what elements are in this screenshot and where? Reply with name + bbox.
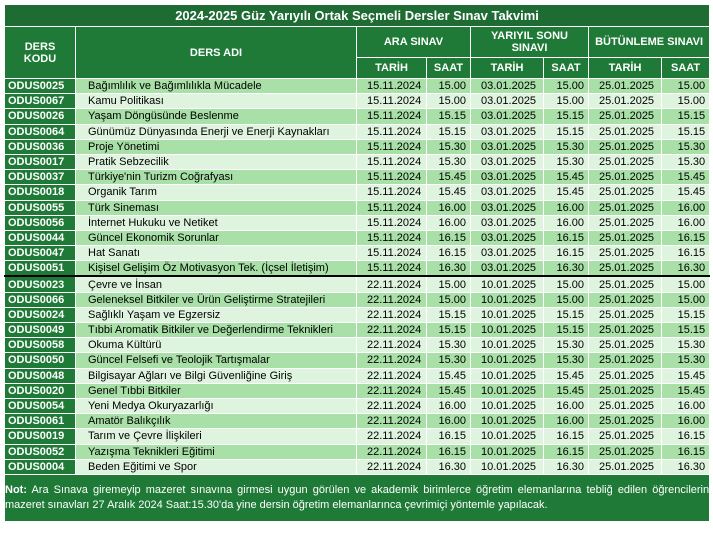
midterm-time: 15.45: [427, 170, 471, 185]
table-row: [5, 154, 710, 169]
midterm-time: 15.15: [427, 124, 471, 139]
midterm-date: 15.11.2024: [357, 185, 427, 200]
final-time: 16.00: [544, 200, 589, 215]
final-date: 03.01.2025: [471, 139, 544, 154]
makeup-time: 15.30: [662, 353, 710, 368]
midterm-date: 15.11.2024: [357, 94, 427, 109]
midterm-time: 15.00: [427, 276, 471, 292]
midterm-time: 16.15: [427, 246, 471, 261]
makeup-time: 15.30: [662, 338, 710, 353]
makeup-time: 15.15: [662, 307, 710, 322]
header-midterm: ARA SINAV: [357, 27, 471, 58]
midterm-date: 22.11.2024: [357, 338, 427, 353]
midterm-date: 22.11.2024: [357, 459, 427, 474]
table-row: [5, 429, 710, 444]
course-code: ODUS0024: [5, 307, 76, 322]
final-time: 16.00: [544, 414, 589, 429]
course-name: Çevre ve İnsan: [76, 276, 357, 292]
midterm-time: 16.00: [427, 414, 471, 429]
final-time: 15.15: [544, 323, 589, 338]
course-name: Beden Eğitimi ve Spor: [76, 459, 357, 474]
final-time: 15.15: [544, 109, 589, 124]
table-row: [5, 383, 710, 398]
course-code: ODUS0048: [5, 368, 76, 383]
midterm-date: 22.11.2024: [357, 292, 427, 307]
page-title: 2024-2025 Güz Yarıyılı Ortak Seçmeli Dersler Sınav Takvimi: [5, 5, 710, 27]
header-final-time: SAAT: [544, 58, 589, 79]
table-row: [5, 246, 710, 261]
makeup-time: 16.15: [662, 429, 710, 444]
midterm-time: 16.15: [427, 444, 471, 459]
footnote-label: Not:: [5, 483, 27, 496]
makeup-time: 15.30: [662, 139, 710, 154]
course-code: ODUS0020: [5, 383, 76, 398]
midterm-date: 22.11.2024: [357, 429, 427, 444]
makeup-time: 16.15: [662, 246, 710, 261]
midterm-date: 15.11.2024: [357, 230, 427, 245]
final-date: 03.01.2025: [471, 154, 544, 169]
midterm-date: 22.11.2024: [357, 353, 427, 368]
midterm-date: 22.11.2024: [357, 414, 427, 429]
midterm-time: 15.00: [427, 79, 471, 94]
makeup-date: 25.01.2025: [589, 109, 662, 124]
midterm-date: 22.11.2024: [357, 383, 427, 398]
makeup-date: 25.01.2025: [589, 261, 662, 277]
course-code: ODUS0064: [5, 124, 76, 139]
footnote: [5, 474, 710, 521]
makeup-date: 25.01.2025: [589, 215, 662, 230]
midterm-time: 15.00: [427, 94, 471, 109]
header-midterm-time: SAAT: [427, 58, 471, 79]
course-name: Bağımlılık ve Bağımlılıkla Mücadele: [76, 79, 357, 94]
final-date: 10.01.2025: [471, 459, 544, 474]
course-code: ODUS0017: [5, 154, 76, 169]
table-row: [5, 368, 710, 383]
course-name: İnternet Hukuku ve Netiket: [76, 215, 357, 230]
course-code: ODUS0018: [5, 185, 76, 200]
makeup-date: 25.01.2025: [589, 353, 662, 368]
course-code: ODUS0052: [5, 444, 76, 459]
course-code: ODUS0056: [5, 215, 76, 230]
final-time: 15.45: [544, 368, 589, 383]
course-code: ODUS0025: [5, 79, 76, 94]
course-code: ODUS0061: [5, 414, 76, 429]
makeup-time: 15.15: [662, 323, 710, 338]
midterm-date: 15.11.2024: [357, 170, 427, 185]
makeup-date: 25.01.2025: [589, 444, 662, 459]
course-name: Tarım ve Çevre İlişkileri: [76, 429, 357, 444]
final-time: 16.00: [544, 215, 589, 230]
header-final-date: TARİH: [471, 58, 544, 79]
final-time: 15.00: [544, 276, 589, 292]
final-time: 16.15: [544, 429, 589, 444]
midterm-date: 15.11.2024: [357, 124, 427, 139]
table-row: [5, 124, 710, 139]
midterm-date: 15.11.2024: [357, 79, 427, 94]
midterm-time: 15.45: [427, 368, 471, 383]
final-date: 10.01.2025: [471, 292, 544, 307]
final-date: 10.01.2025: [471, 338, 544, 353]
makeup-date: 25.01.2025: [589, 383, 662, 398]
course-code: ODUS0050: [5, 353, 76, 368]
table-row: [5, 261, 710, 277]
course-code: ODUS0037: [5, 170, 76, 185]
final-date: 10.01.2025: [471, 444, 544, 459]
course-code: ODUS0047: [5, 246, 76, 261]
final-time: 15.45: [544, 185, 589, 200]
makeup-time: 15.45: [662, 185, 710, 200]
course-name: Hat Sanatı: [76, 246, 357, 261]
makeup-date: 25.01.2025: [589, 323, 662, 338]
course-name: Yazışma Teknikleri Eğitimi: [76, 444, 357, 459]
midterm-time: 16.30: [427, 459, 471, 474]
final-time: 15.15: [544, 124, 589, 139]
midterm-time: 16.15: [427, 230, 471, 245]
final-time: 15.15: [544, 307, 589, 322]
midterm-date: 15.11.2024: [357, 139, 427, 154]
midterm-time: 15.30: [427, 353, 471, 368]
makeup-date: 25.01.2025: [589, 139, 662, 154]
course-name: Kişisel Gelişim Öz Motivasyon Tek. (İçsel İletişim): [76, 261, 357, 277]
final-time: 15.30: [544, 353, 589, 368]
makeup-time: 15.00: [662, 79, 710, 94]
course-code: ODUS0066: [5, 292, 76, 307]
exam-schedule: [4, 4, 709, 522]
course-name: Sağlıklı Yaşam ve Egzersiz: [76, 307, 357, 322]
course-name: Organik Tarım: [76, 185, 357, 200]
makeup-time: 15.30: [662, 154, 710, 169]
final-date: 10.01.2025: [471, 368, 544, 383]
makeup-time: 15.45: [662, 170, 710, 185]
table-row: [5, 353, 710, 368]
makeup-date: 25.01.2025: [589, 414, 662, 429]
header-final: YARIYIL SONU SINAVI: [471, 27, 589, 58]
course-name: Türkiye'nin Turizm Coğrafyası: [76, 170, 357, 185]
midterm-date: 22.11.2024: [357, 444, 427, 459]
final-date: 03.01.2025: [471, 185, 544, 200]
makeup-time: 16.00: [662, 215, 710, 230]
final-time: 15.30: [544, 338, 589, 353]
makeup-time: 15.00: [662, 94, 710, 109]
makeup-date: 25.01.2025: [589, 185, 662, 200]
makeup-time: 16.00: [662, 398, 710, 413]
makeup-time: 15.00: [662, 276, 710, 292]
midterm-time: 16.00: [427, 200, 471, 215]
makeup-date: 25.01.2025: [589, 124, 662, 139]
makeup-date: 25.01.2025: [589, 307, 662, 322]
course-name: Yeni Medya Okuryazarlığı: [76, 398, 357, 413]
makeup-time: 15.45: [662, 368, 710, 383]
table-row: [5, 170, 710, 185]
course-code: ODUS0067: [5, 94, 76, 109]
midterm-time: 15.30: [427, 154, 471, 169]
final-time: 15.00: [544, 79, 589, 94]
makeup-time: 15.15: [662, 109, 710, 124]
final-date: 10.01.2025: [471, 414, 544, 429]
course-code: ODUS0051: [5, 261, 76, 277]
course-name: Proje Yönetimi: [76, 139, 357, 154]
course-name: Güncel Ekonomik Sorunlar: [76, 230, 357, 245]
course-name: Okuma Kültürü: [76, 338, 357, 353]
makeup-date: 25.01.2025: [589, 429, 662, 444]
midterm-time: 16.00: [427, 398, 471, 413]
exam-schedule-table: [4, 4, 710, 522]
makeup-time: 16.15: [662, 444, 710, 459]
table-row: [5, 94, 710, 109]
final-time: 15.00: [544, 94, 589, 109]
makeup-date: 25.01.2025: [589, 230, 662, 245]
final-date: 03.01.2025: [471, 230, 544, 245]
midterm-time: 15.00: [427, 292, 471, 307]
makeup-date: 25.01.2025: [589, 292, 662, 307]
table-row: [5, 230, 710, 245]
header-makeup: BÜTÜNLEME SINAVI: [589, 27, 710, 58]
final-time: 16.15: [544, 230, 589, 245]
makeup-date: 25.01.2025: [589, 368, 662, 383]
makeup-time: 16.30: [662, 459, 710, 474]
makeup-time: 16.15: [662, 230, 710, 245]
course-name: Bilgisayar Ağları ve Bilgi Güvenliğine Giriş: [76, 368, 357, 383]
final-date: 10.01.2025: [471, 383, 544, 398]
makeup-time: 16.00: [662, 200, 710, 215]
final-date: 10.01.2025: [471, 398, 544, 413]
midterm-time: 15.45: [427, 185, 471, 200]
makeup-date: 25.01.2025: [589, 79, 662, 94]
table-row: [5, 444, 710, 459]
final-date: 03.01.2025: [471, 215, 544, 230]
final-date: 03.01.2025: [471, 170, 544, 185]
final-date: 10.01.2025: [471, 323, 544, 338]
midterm-date: 15.11.2024: [357, 246, 427, 261]
course-code: ODUS0004: [5, 459, 76, 474]
final-date: 03.01.2025: [471, 109, 544, 124]
final-time: 16.15: [544, 246, 589, 261]
midterm-date: 15.11.2024: [357, 215, 427, 230]
final-time: 15.30: [544, 139, 589, 154]
final-date: 03.01.2025: [471, 79, 544, 94]
midterm-date: 15.11.2024: [357, 154, 427, 169]
final-date: 10.01.2025: [471, 353, 544, 368]
makeup-time: 16.30: [662, 261, 710, 277]
table-row: [5, 338, 710, 353]
final-date: 03.01.2025: [471, 124, 544, 139]
makeup-date: 25.01.2025: [589, 200, 662, 215]
final-date: 03.01.2025: [471, 200, 544, 215]
makeup-date: 25.01.2025: [589, 94, 662, 109]
table-row: [5, 185, 710, 200]
course-code: ODUS0058: [5, 338, 76, 353]
course-name: Güncel Felsefi ve Teolojik Tartışmalar: [76, 353, 357, 368]
midterm-date: 22.11.2024: [357, 323, 427, 338]
table-row: [5, 200, 710, 215]
table-row: [5, 398, 710, 413]
midterm-time: 16.30: [427, 261, 471, 277]
midterm-date: 22.11.2024: [357, 368, 427, 383]
midterm-time: 15.45: [427, 383, 471, 398]
final-time: 16.30: [544, 459, 589, 474]
course-name: Pratik Sebzecilik: [76, 154, 357, 169]
course-name: Günümüz Dünyasında Enerji ve Enerji Kaynakları: [76, 124, 357, 139]
makeup-date: 25.01.2025: [589, 154, 662, 169]
midterm-date: 22.11.2024: [357, 307, 427, 322]
final-time: 16.30: [544, 261, 589, 277]
midterm-time: 16.15: [427, 429, 471, 444]
final-date: 10.01.2025: [471, 276, 544, 292]
final-date: 10.01.2025: [471, 307, 544, 322]
course-code: ODUS0044: [5, 230, 76, 245]
course-code: ODUS0054: [5, 398, 76, 413]
course-name: Yaşam Döngüsünde Beslenme: [76, 109, 357, 124]
header-midterm-date: TARİH: [357, 58, 427, 79]
final-time: 15.45: [544, 170, 589, 185]
midterm-date: 22.11.2024: [357, 398, 427, 413]
table-row: [5, 323, 710, 338]
midterm-time: 15.15: [427, 109, 471, 124]
final-time: 15.45: [544, 383, 589, 398]
final-time: 15.00: [544, 292, 589, 307]
footnote-text: Ara Sınava giremeyip mazeret sınavına girmesi uygun görülen ve akademik birimlerce öğretim elemanlarına tebliğ edilen öğrencilerin mazeret sınavları 27 Aralık 2024 Saat:15.30'da yine dersin öğretim elemanlarınca çevrimiçi yöntemle yapılacak.: [5, 483, 710, 511]
final-date: 10.01.2025: [471, 429, 544, 444]
midterm-date: 22.11.2024: [357, 276, 427, 292]
final-date: 03.01.2025: [471, 246, 544, 261]
final-time: 16.15: [544, 444, 589, 459]
schedule-rows: [5, 79, 710, 475]
midterm-time: 16.00: [427, 215, 471, 230]
makeup-date: 25.01.2025: [589, 398, 662, 413]
course-name: Türk Sineması: [76, 200, 357, 215]
makeup-date: 25.01.2025: [589, 459, 662, 474]
table-row: [5, 109, 710, 124]
course-code: ODUS0055: [5, 200, 76, 215]
table-row: [5, 276, 710, 292]
table-row: [5, 215, 710, 230]
course-name: Genel Tıbbi Bitkiler: [76, 383, 357, 398]
makeup-date: 25.01.2025: [589, 276, 662, 292]
table-row: [5, 459, 710, 474]
final-time: 15.30: [544, 154, 589, 169]
makeup-date: 25.01.2025: [589, 246, 662, 261]
makeup-time: 15.00: [662, 292, 710, 307]
header-course-name: DERS ADI: [76, 27, 357, 79]
table-row: [5, 307, 710, 322]
final-time: 16.00: [544, 398, 589, 413]
course-code: ODUS0036: [5, 139, 76, 154]
midterm-date: 15.11.2024: [357, 200, 427, 215]
makeup-date: 25.01.2025: [589, 338, 662, 353]
table-row: [5, 79, 710, 94]
final-date: 03.01.2025: [471, 94, 544, 109]
course-name: Geleneksel Bitkiler ve Ürün Geliştirme Stratejileri: [76, 292, 357, 307]
makeup-time: 15.15: [662, 124, 710, 139]
table-row: [5, 139, 710, 154]
midterm-time: 15.15: [427, 323, 471, 338]
midterm-time: 15.30: [427, 139, 471, 154]
header-makeup-date: TARİH: [589, 58, 662, 79]
midterm-time: 15.30: [427, 338, 471, 353]
midterm-date: 15.11.2024: [357, 109, 427, 124]
course-code: ODUS0049: [5, 323, 76, 338]
makeup-time: 16.00: [662, 414, 710, 429]
course-code: ODUS0023: [5, 276, 76, 292]
makeup-date: 25.01.2025: [589, 170, 662, 185]
header-makeup-time: SAAT: [662, 58, 710, 79]
course-code: ODUS0026: [5, 109, 76, 124]
course-name: Kamu Politikası: [76, 94, 357, 109]
course-name: Amatör Balıkçılık: [76, 414, 357, 429]
final-date: 03.01.2025: [471, 261, 544, 277]
midterm-time: 15.15: [427, 307, 471, 322]
table-row: [5, 414, 710, 429]
table-row: [5, 292, 710, 307]
course-code: ODUS0019: [5, 429, 76, 444]
makeup-time: 15.45: [662, 383, 710, 398]
course-name: Tıbbi Aromatik Bitkiler ve Değerlendirme Teknikleri: [76, 323, 357, 338]
header-course-code: DERS KODU: [5, 27, 76, 79]
midterm-date: 15.11.2024: [357, 261, 427, 277]
